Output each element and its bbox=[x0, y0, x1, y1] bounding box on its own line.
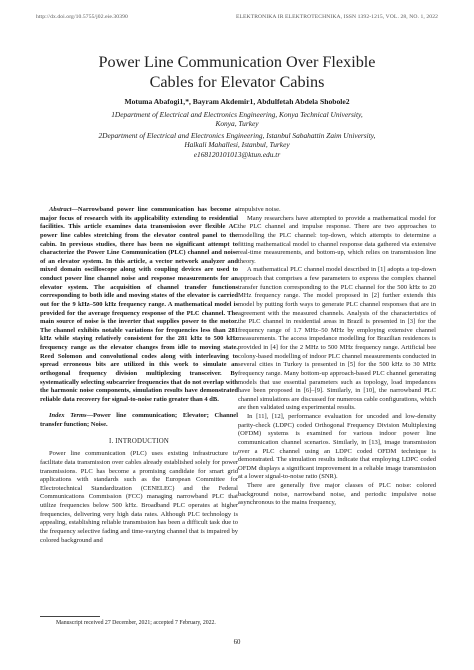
index-terms-text: —Power line communication; Elevator; Channel transfer function; Noise. bbox=[40, 412, 239, 428]
section-heading-introduction: I. INTRODUCTION bbox=[108, 437, 169, 445]
paper-title bbox=[40, 52, 434, 92]
affiliation-2-line-2: Halkali Mahallesi, Istanbul, Turkey bbox=[184, 140, 290, 150]
affiliation-2 bbox=[40, 131, 434, 159]
index-terms bbox=[40, 412, 238, 429]
journal-info: ELEKTRONIKA IR ELEKTROTECHNIKA, ISSN 1392-1215, VOL. 28, NO. 1, 2022 bbox=[236, 14, 438, 20]
intro-paragraph-5: There are generally five major classes of PLC noise: colored background noise, narrowband noise, and periodic impulsive noise asynchronous to the mains frequency, bbox=[238, 482, 436, 507]
page-number: 60 bbox=[233, 639, 241, 646]
intro-paragraph-1: Power line communication (PLC) uses existing infrastructure to facilitate data transmission over cables already established solely for power transmissions. PLC has become a promising candidate for smart grid applications with standards such as the European Committee for Electrotechnical Standardization (CENELEC) and the Federal Communications Commission (FCC) managing narrowband PLC that utilize frequencies below 500 kHz. Broadband PLC operates at higher frequencies, delivering very high data rates. Although PLC technology is appealing, establishing reliable transmission has been a difficult task due to the frequency selective fading and time-varying channel that is impaired by colored background and bbox=[40, 450, 238, 544]
intro-paragraph-3: A mathematical PLC channel model described in [1] adopts a top-down approach that comprises a few parameters to express the complex channel transfer function corresponding to the PLC channel for the 500 kHz to 20 MHz frequency range. The model proposed in [2] further extends this model by putting forth ways to generate PLC channel responses that are in agreement with the measured channels. Analysis of the characteristics of the PLC channel in residential areas in Brazil is presented in [3] for the frequency range of 1.7 MHz–50 MHz by employing extensive channel measurements. The access impedance modelling for Brazilian residences is provided in [4] for the 2 MHz to 500 MHz frequency range. Artificial bee colony-based modelling of indoor PLC channel measurements conducted in several cities in Turkey is presented in [5] for the 500 kHz to 30 MHz frequency range. Many bottom-up approach-based PLC channel generating models that use essential parameters such as topology, load impedances have been proposed in [6]–[9]. Similarly, in [10], the narrowband PLC channel simulations are discussed for numerous cable configurations, which are then validated using experimental results. bbox=[238, 266, 437, 412]
intro-continuation: impulsive noise. bbox=[238, 206, 281, 213]
affiliation-1-line-2: Konya, Turkey bbox=[215, 119, 259, 129]
manuscript-footnote: Manuscript received 27 December, 2021; accepted 7 February, 2022. bbox=[56, 620, 216, 626]
corresponding-email[interactable]: e168120101013@ktun.edu.tr bbox=[193, 149, 281, 159]
abstract-text: —Narrowband power line communication has become a major focus of research with its applicability extending to residential facilities. This article examines data transmission over flexible AC power line cables stretching from the elevator control panel to the cabin. In previous studies, there has been no significant attempt to characterize the Power Line Communication (PLC) channel and noise of an elevator system. In this article, a vector network analyzer and mixed domain oscilloscope along with coupling devices are used to conduct power line channel noise and response measurements for an elevator system. The acquisition of channel transfer functions corresponding to both idle and moving states of the elevator is carried out for the 9 kHz–500 kHz frequency range. A mathematical model is provided for the average frequency response of the PLC channel. The main source of noise is the inverter that supplies power to the motor. The channel exhibits notable variations for frequencies less than 281 kHz while staying relatively consistent for the 281 kHz to 500 kHz frequency range as the elevator changes from idle to moving state. Reed Solomon and convolutional codes along with interleaving to spread erroneous bits are utilized in this work to simulate an orthogonal frequency division multiplexing transceiver. By systematically selecting subcarrier frequencies that do not overlap with the harmonic noise components, simulation results have demonstrated reliable data recovery for signal-to-noise ratio greater than 4 dB. bbox=[40, 206, 238, 403]
affiliation-2-line-1: 2Department of Electrical and Electronics Engineering, Istanbul Sabahattin Zaim University, bbox=[98, 131, 376, 140]
title-line-2: Cables for Elevator Cabins bbox=[149, 73, 325, 91]
intro-paragraph-2: Many researchers have attempted to provide a mathematical model for the PLC channel and impulse response. There are two approaches to modelling the PLC channel: top-down, which attempts to determine a fitting mathematical model to channel response data gathered via extensive real-time measurements, and bottom-up, which relies on transmission line theory. bbox=[238, 214, 436, 265]
author-list: Motuma Abafogi1,*, Bayram Akdemir1, Abdulfetah Abdela Shobole2 bbox=[124, 97, 350, 106]
left-column bbox=[40, 206, 238, 545]
index-terms-label: Index Terms bbox=[49, 412, 87, 420]
intro-paragraph-4: In [11], [12], performance evaluation for uncoded and low-density parity-check (LDPC) coded Orthogonal Frequency Division Multiplexing (OFDM) systems is examined for various indoor power line communication channel scenarios. Similarly, in [13], image transmission over a PLC channel using an LDPC coded OFDM technique is demonstrated. The simulation results indicate that employing LDPC coded OFDM displays a significant improvement in a reliable image transmission at a lower signal-to-noise ratio (SNR). bbox=[238, 413, 436, 481]
abstract-label: Abstract bbox=[49, 206, 72, 213]
title-line-1: Power Line Communication Over Flexible bbox=[98, 53, 376, 71]
affiliation-1-line-1: 1Department of Electrical and Electronics Engineering, Konya Technical University, bbox=[111, 110, 363, 119]
footnote-divider bbox=[40, 616, 100, 617]
abstract bbox=[40, 206, 238, 404]
right-column bbox=[238, 206, 436, 508]
running-header bbox=[36, 14, 438, 20]
affiliation-1 bbox=[40, 110, 434, 129]
doi-link[interactable]: http://dx.doi.org/10.5755/j02.eie.30390 bbox=[36, 14, 128, 20]
